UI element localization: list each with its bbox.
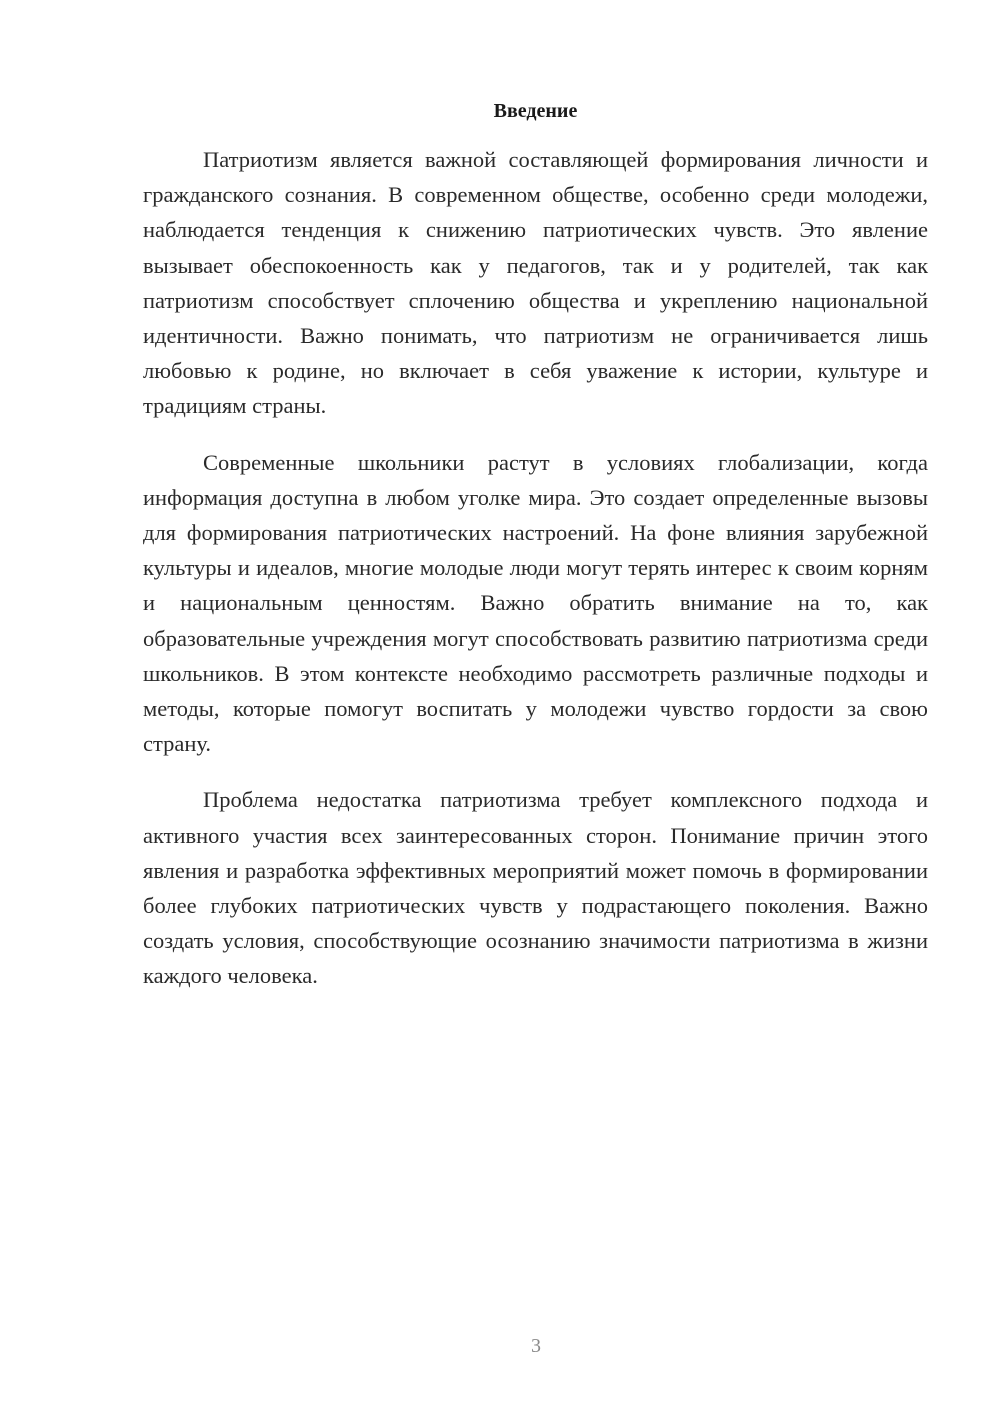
paragraph-2: Современные школьники растут в условиях глобализации, когда информация доступна в любом уголке мира. Это создает определенные вызовы для формирования патриотических настроений. На фоне влияния зарубежной культуры и идеалов, многие молодые люди могут терять интерес к своим корням и национальным ценностям. Важно обратить внимание на то, как образовательные учреждения могут способствовать развитию патриотизма среди школьников. В этом контексте необходимо рассмотреть различные подходы и методы, которые помогут воспитать у молодежи чувство гордости за свою страну.: [143, 449, 928, 757]
page-number: 3: [531, 1335, 541, 1357]
paragraph-1: Патриотизм является важной составляющей формирования личности и гражданского сознания. В современном обществе, особенно среди молодежи, наблюдается тенденция к снижению патриотических чувств. Это явление вызывает обеспокоенность как у педагогов, так и у родителей, так как патриотизм способствует сплочению общества и укреплению национальной идентичности. Важно понимать, что патриотизм не ограничивается лишь любовью к родине, но включает в себя уважение к истории, культуре и традициям страны.: [143, 147, 928, 419]
body-text: [143, 142, 928, 1015]
section-heading: Введение: [493, 100, 578, 122]
paragraph-3: Проблема недостатка патриотизма требует комплексного подхода и активного участия всех заинтересованных сторон. Понимание причин этого явления и разработка эффективных мероприятий может помочь в формировании более глубоких патриотических чувств у подрастающего поколения. Важно создать условия, способствующие осознанию значимости патриотизма в жизни каждого человека.: [143, 787, 928, 989]
